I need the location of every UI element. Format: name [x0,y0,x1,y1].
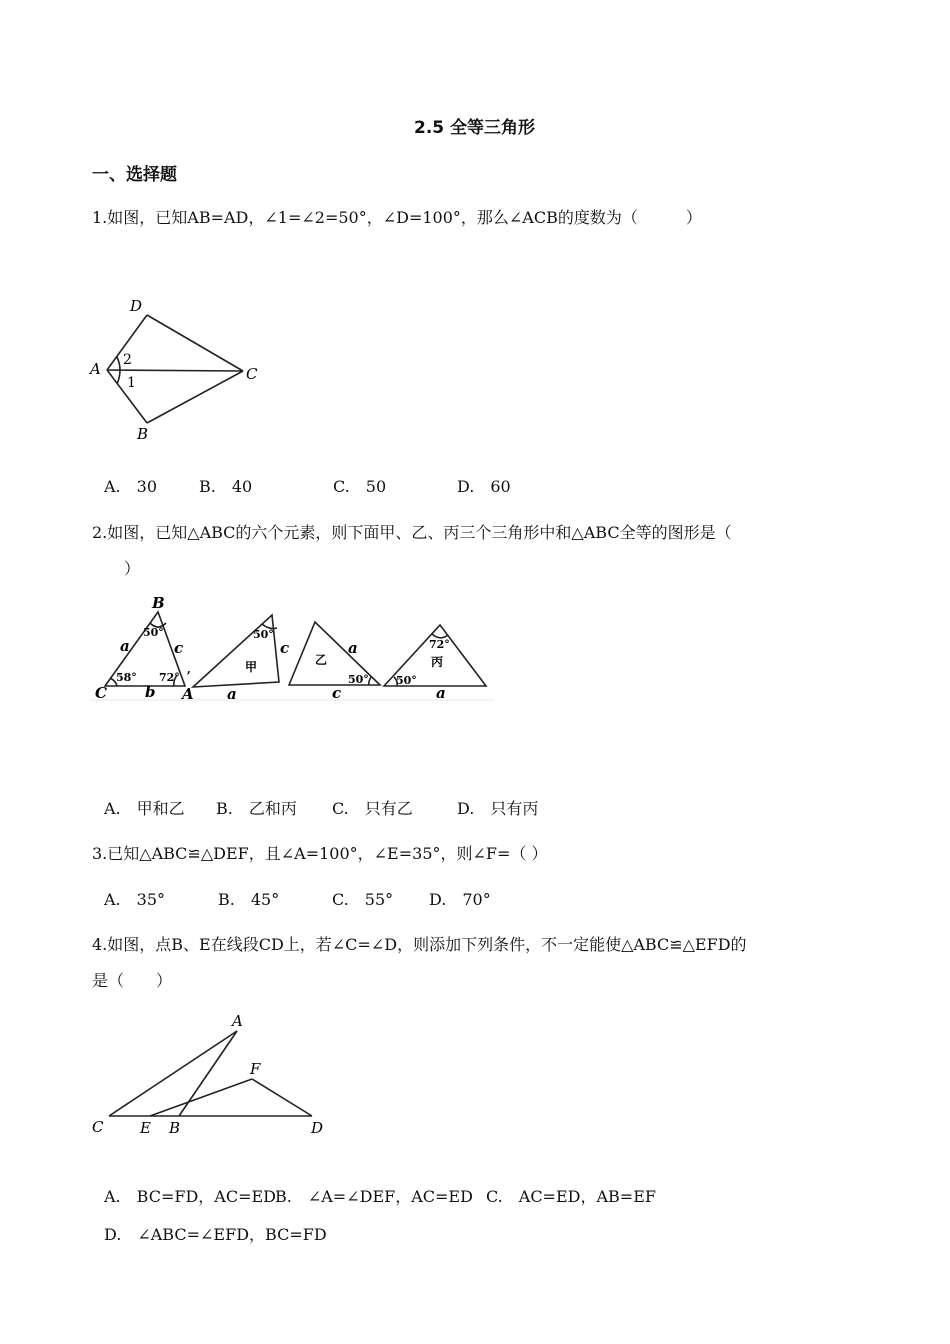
bing-side-a: a [436,684,446,702]
q4-option-a: A. BC=FD，AC=ED [104,1187,276,1206]
jia-side-a: a [227,685,237,703]
yi-angle: 50° [348,673,369,686]
q1-option-a: A. 30 [104,477,158,496]
triangle-jia [193,615,279,687]
q3-option-b: B. 45° [218,890,280,909]
q4-option-c: C. AC=ED，AB=EF [486,1187,656,1206]
page-title: 2.5 全等三角形 [414,118,536,138]
label-e: E [140,1119,151,1137]
q2-option-c: C. 只有乙 [332,799,413,818]
question-4-figure [85,1010,335,1140]
q1-option-d: D. 60 [457,477,511,496]
question-2-figure [90,595,500,705]
q1-option-b: B. 40 [199,477,253,496]
label-c: C [246,365,258,383]
jia-side-c: c [280,639,290,657]
label-a: A [232,1012,243,1030]
label-d: D [130,297,143,315]
bing-name: 丙 [431,655,444,669]
label-a: A [90,360,101,378]
arc-yi [369,677,371,685]
q3-option-c: C. 55° [332,890,394,909]
question-4-stem-line1: 4.如图，点B、E在线段CD上，若∠C=∠D，则添加下列条件，不一定能使△ABC≌△EFD的 [92,935,747,954]
q3-option-d: D. 70° [429,890,491,909]
label-angle-2: 2 [123,352,132,368]
abc-angle-c: 58° [116,671,137,684]
yi-side-a: a [348,639,358,657]
bing-angle-top: 72° [429,638,450,651]
segment-ca [109,1031,237,1116]
label-f: F [250,1060,261,1078]
q2-option-a: A. 甲和乙 [104,799,185,818]
abc-side-c: c [174,639,184,657]
label-d: D [311,1119,324,1137]
yi-side-c: c [332,684,342,702]
abc-label-a: A [182,685,194,703]
abc-label-b: B [152,594,165,612]
abc-side-a: a [120,637,130,655]
label-b: B [137,425,149,443]
segment-ab [179,1031,237,1116]
abc-angle-a: 72° [159,671,180,684]
q2-option-b: B. 乙和丙 [216,799,297,818]
section-heading: 一、选择题 [92,165,177,185]
abc-side-b: b [145,683,156,701]
question-3-stem: 3.已知△ABC≌△DEF，且∠A=100°，∠E=35°，则∠F=（ ） [92,844,548,863]
q3-option-a: A. 35° [104,890,166,909]
label-c: C [92,1118,104,1136]
label-b: B [169,1119,181,1137]
jia-angle: 50° [253,628,274,641]
bing-angle-left: 50° [396,674,417,687]
label-angle-1: 1 [127,375,136,391]
question-2-stem-line1: 2.如图，已知△ABC的六个元素，则下面甲、乙、丙三个三角形中和△ABC全等的图形是（ [92,523,732,542]
q2-option-d: D. 只有丙 [457,799,539,818]
jia-name: 甲 [245,660,258,674]
question-2-stem-line2: ） [92,559,141,578]
question-1-stem: 1.如图，已知AB=AD，∠1=∠2=50°，∠D=100°，那么∠ACB的度数为（ ） [92,208,702,227]
segment-fd [252,1079,312,1116]
abc-angle-b: 50° [143,626,164,639]
segment-bc [147,371,243,423]
question-1-figure [80,290,280,450]
q4-option-d: D. ∠ABC=∠EFD，BC=FD [104,1225,327,1244]
q4-option-b: B. ∠A=∠DEF，AC=ED [275,1187,473,1206]
yi-name: 乙 [315,653,328,667]
question-4-stem-line2: 是（ ） [92,971,173,990]
svg-text:,: , [187,663,191,676]
q1-option-c: C. 50 [333,477,387,496]
segment-dc [147,315,243,371]
abc-label-c: C [95,684,107,702]
segment-ac [107,370,243,371]
